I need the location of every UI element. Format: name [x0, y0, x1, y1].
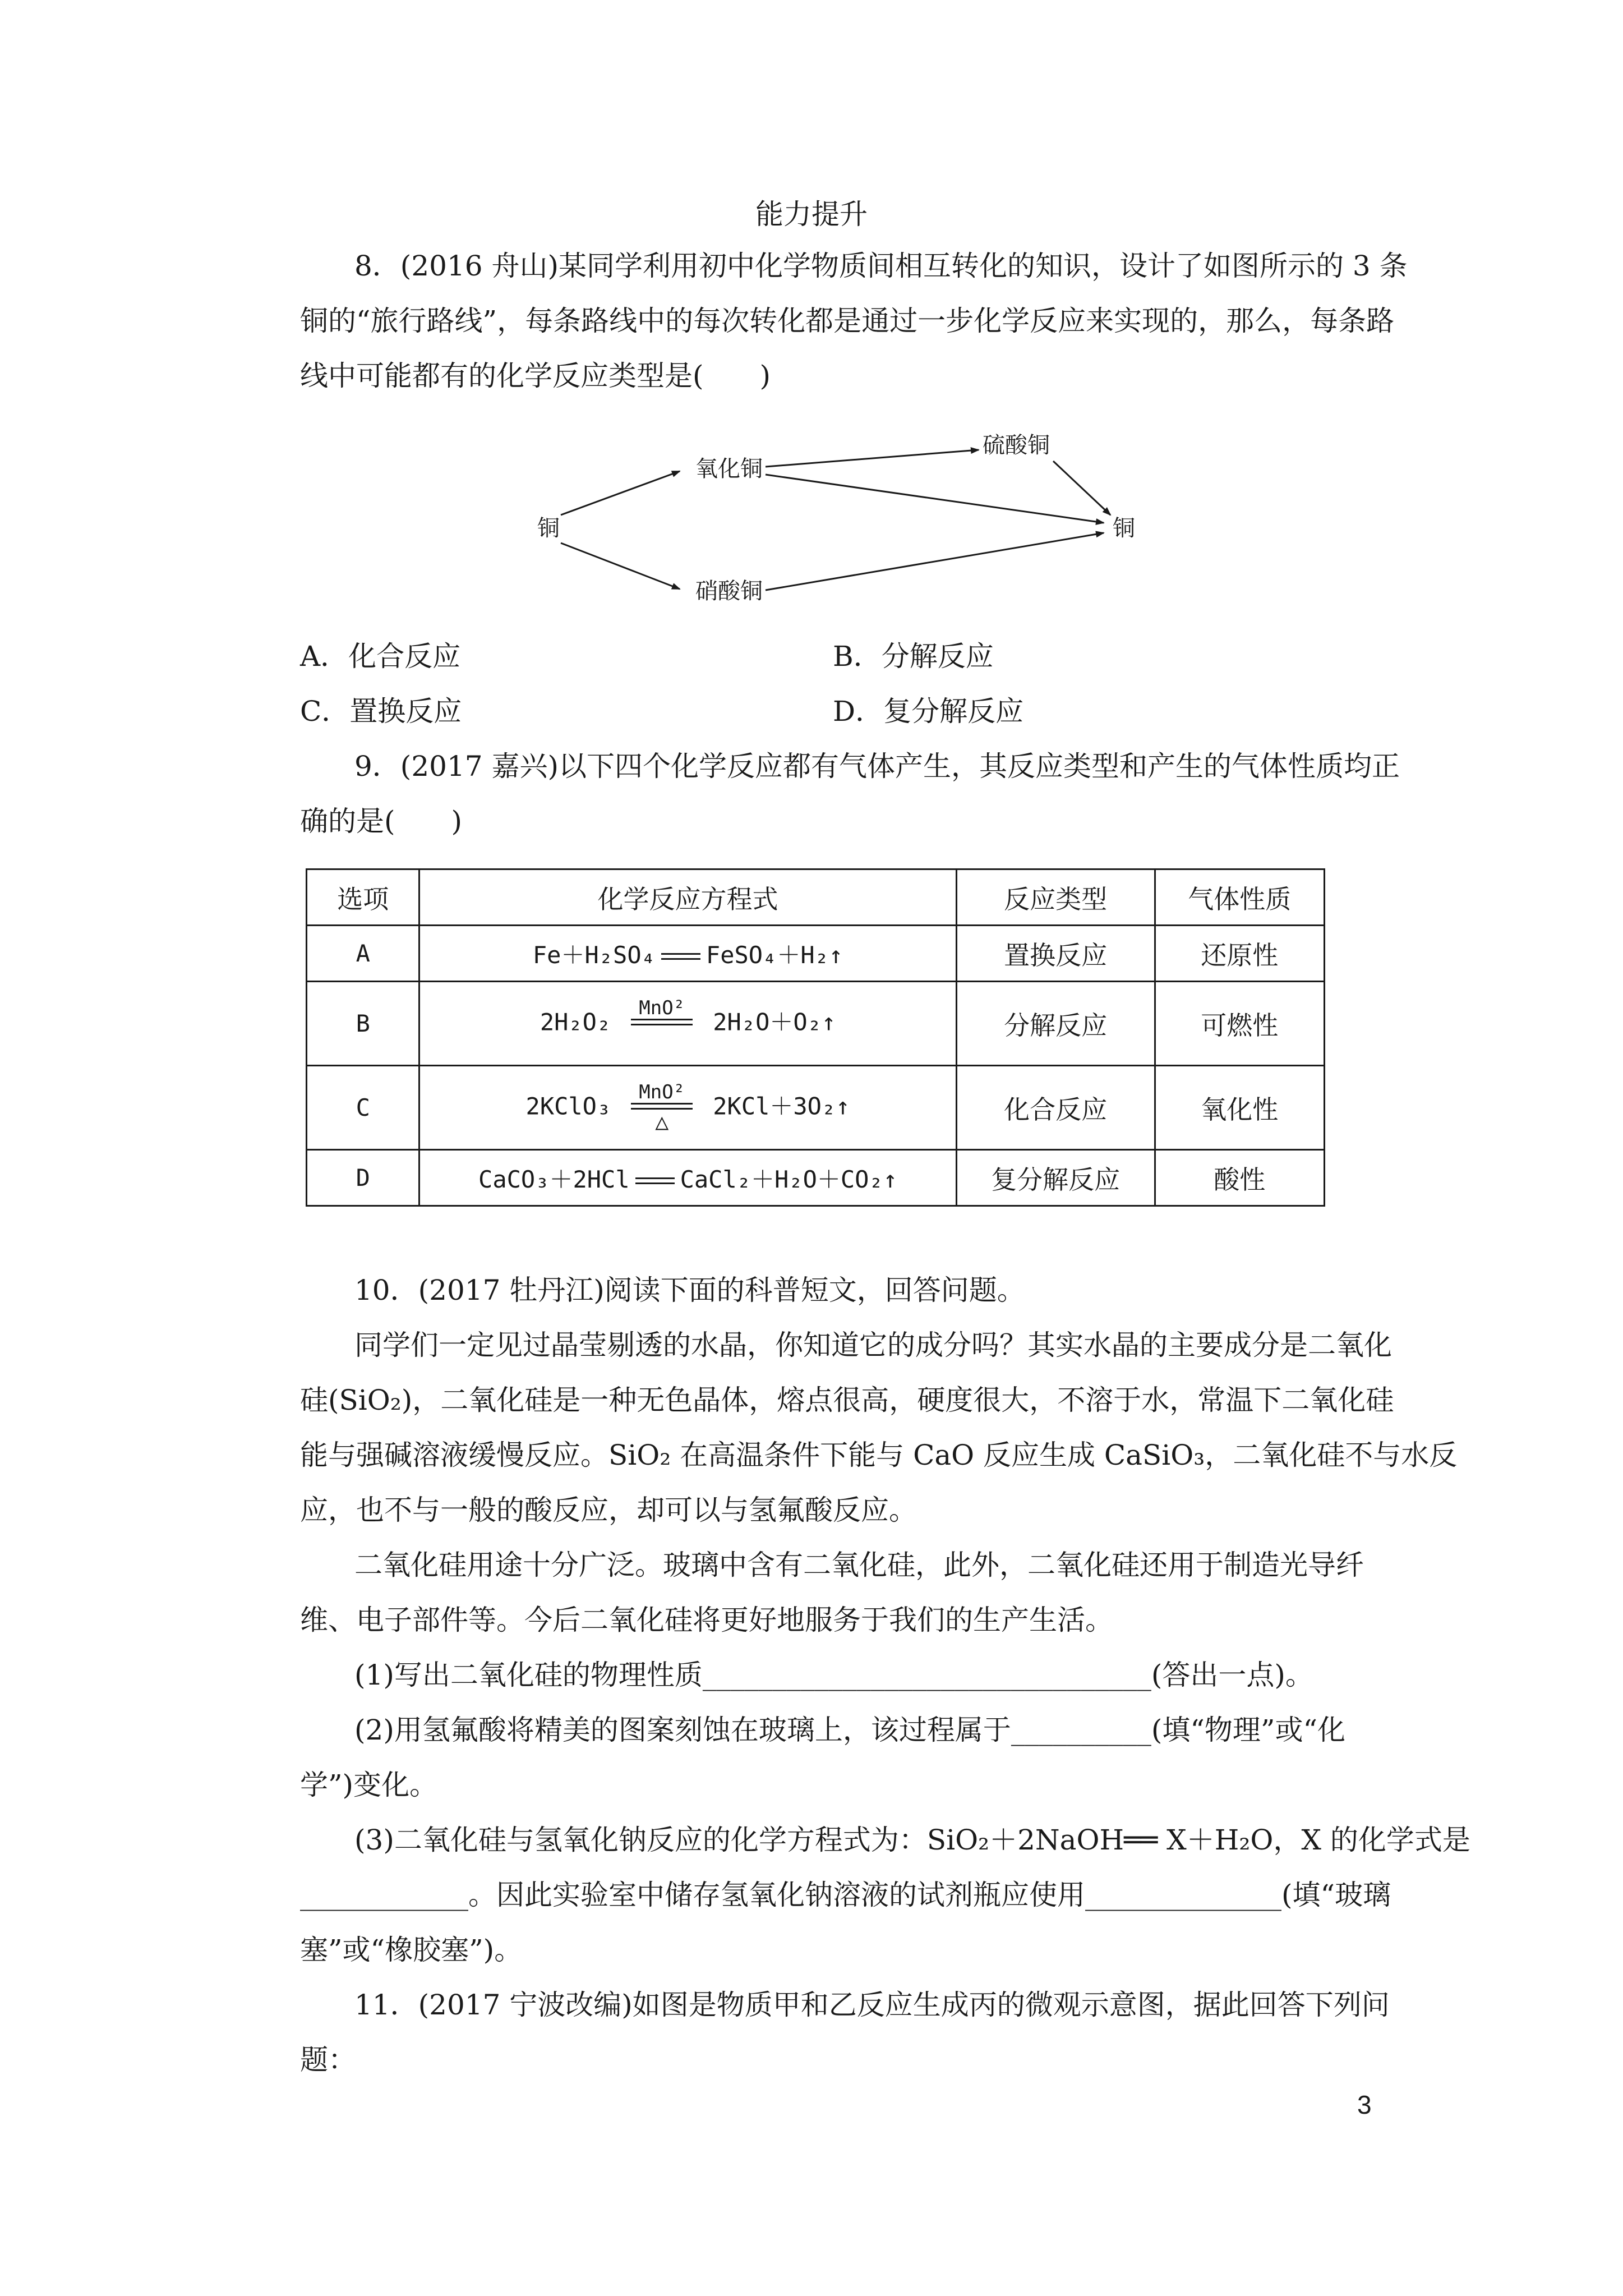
arrow-cuso4-to-cu: [1053, 461, 1110, 515]
row-b-condition-bottom: [631, 1027, 693, 1049]
q8-line-3: 线中可能都有的化学反应类型是( ): [300, 360, 771, 392]
row-b-property: 可燃性: [1155, 982, 1324, 1066]
q10-subq-3: (3)二氧化硅与氢氧化钠反应的化学方程式为：SiO₂＋2NaOH══ X＋H₂O，X 的化学式是: [354, 1824, 1470, 1856]
header-equation: 化学反应方程式: [419, 869, 956, 926]
row-a-option: A: [307, 926, 419, 982]
q8-line-1: 8．(2016 舟山)某同学利用初中化学物质间相互转化的知识，设计了如图所示的 3 条: [354, 250, 1408, 282]
node-copper-sulfate: 硫酸铜: [983, 432, 1050, 458]
q10-line-4: 能与强碱溶液缓慢反应。SiO₂ 在高温条件下能与 CaO 反应生成 CaSiO₃，二氧化硅不与水反: [300, 1439, 1458, 1471]
q10-subq-2: (2)用氢氟酸将精美的图案刻蚀在玻璃上，该过程属于__________(填“物理”或“化: [354, 1714, 1346, 1746]
page-number: 3: [1357, 2090, 1372, 2119]
row-c-heat-symbol: △: [655, 1108, 669, 1135]
row-a-equation: [419, 926, 956, 982]
row-c-catalyst: MnO²: [639, 1080, 685, 1103]
reaction-condition: [631, 1080, 693, 1135]
table-row: [307, 1150, 1325, 1206]
arrow-cuno3-to-cu: [766, 533, 1104, 590]
q10-line-1: 10．(2017 牡丹江)阅读下面的科普短文，回答问题。: [354, 1274, 1025, 1306]
q10-subq-3-end: 塞”或“橡胶塞”)。: [300, 1934, 523, 1966]
q10-line-2: 同学们一定见过晶莹剔透的水晶，你知道它的成分吗？其实水晶的主要成分是二氧化: [354, 1329, 1392, 1361]
row-d-equation: [419, 1150, 956, 1206]
row-b-catalyst: MnO²: [639, 996, 685, 1019]
route-arrows: [527, 426, 1166, 617]
row-d-rhs: CaCl₂＋H₂O＋CO₂↑: [680, 1165, 898, 1193]
q11-line-1: 11．(2017 宁波改编)如图是物质甲和乙反应生成丙的微观示意图，据此回答下列问: [354, 1989, 1390, 2021]
q8-option-b: B．分解反应: [833, 640, 994, 673]
node-copper-oxide: 氧化铜: [695, 456, 763, 482]
equals-sign: [661, 953, 700, 960]
section-title: 能力提升: [755, 198, 868, 231]
row-a-lhs: Fe＋H₂SO₄: [532, 941, 656, 969]
node-copper-end: 铜: [1113, 516, 1135, 541]
q9-line-1: 9．(2017 嘉兴)以下四个化学反应都有气体产生，其反应类型和产生的气体性质均正: [354, 750, 1400, 783]
q10-line-3: 硅(SiO₂)，二氧化硅是一种无色晶体，熔点很高，硬度很大，不溶于水，常温下二氧化硅: [300, 1384, 1394, 1416]
table-row: [307, 1066, 1325, 1150]
q10-line-5: 应，也不与一般的酸反应，却可以与氢氟酸反应。: [300, 1494, 917, 1526]
row-c-type: 化合反应: [956, 1066, 1155, 1150]
table-header-row: [307, 869, 1325, 926]
row-c-option: C: [307, 1066, 419, 1150]
row-a-type: 置换反应: [956, 926, 1155, 982]
row-c-rhs: 2KCl＋3O₂↑: [713, 1092, 850, 1120]
row-c-equation: [419, 1066, 956, 1150]
q11-line-2: 题：: [300, 2044, 356, 2076]
row-d-lhs: CaCO₃＋2HCl: [478, 1165, 630, 1193]
arrow-cu-to-cuno3: [561, 543, 680, 589]
q8-option-d: D．复分解反应: [833, 695, 1024, 728]
node-copper-nitrate: 硝酸铜: [695, 578, 763, 604]
row-b-equation: [419, 982, 956, 1066]
row-c-lhs: 2KClO₃: [525, 1092, 611, 1120]
q9-line-2: 确的是( ): [300, 805, 463, 838]
q8-option-a: A．化合反应: [300, 640, 461, 673]
arrow-cu-to-cuo: [561, 471, 680, 515]
copper-route-diagram: [527, 426, 1166, 617]
header-reaction-type: 反应类型: [956, 869, 1155, 926]
row-d-type: 复分解反应: [956, 1150, 1155, 1206]
reaction-condition: [631, 996, 693, 1049]
table-row: [307, 982, 1325, 1066]
row-d-property: 酸性: [1155, 1150, 1324, 1206]
row-b-lhs: 2H₂O₂: [540, 1008, 611, 1036]
q8-option-c: C．置换反应: [300, 695, 462, 728]
q10-subq-3-cont: ____________。因此实验室中储存氢氧化钠溶液的试剂瓶应使用______________(填“玻璃: [300, 1879, 1391, 1911]
header-option: 选项: [307, 869, 419, 926]
q10-line-7: 维、电子部件等。今后二氧化硅将更好地服务于我们的生产生活。: [300, 1604, 1113, 1636]
q8-line-2: 铜的“旅行路线”，每条路线中的每次转化都是通过一步化学反应来实现的，那么，每条路: [300, 305, 1395, 337]
table-row: [307, 926, 1325, 982]
row-d-option: D: [307, 1150, 419, 1206]
row-a-rhs: FeSO₄＋H₂↑: [706, 941, 843, 969]
q10-subq-1: (1)写出二氧化硅的物理性质________________________________(答出一点)。: [354, 1659, 1313, 1691]
node-copper-start: 铜: [537, 516, 560, 541]
row-c-property: 氧化性: [1155, 1066, 1324, 1150]
header-gas-property: 气体性质: [1155, 869, 1324, 926]
q10-line-6: 二氧化硅用途十分广泛。玻璃中含有二氧化硅，此外，二氧化硅还用于制造光导纤: [354, 1549, 1364, 1581]
row-a-property: 还原性: [1155, 926, 1324, 982]
arrow-cuo-to-cu: [766, 475, 1104, 523]
row-b-type: 分解反应: [956, 982, 1155, 1066]
row-b-rhs: 2H₂O＋O₂↑: [713, 1008, 836, 1036]
equals-sign: [635, 1177, 675, 1184]
q10-subq-2-cont: 学”)变化。: [300, 1769, 438, 1801]
row-b-option: B: [307, 982, 419, 1066]
arrow-cuo-to-cuso4: [766, 450, 979, 467]
reaction-table: [306, 868, 1325, 1207]
